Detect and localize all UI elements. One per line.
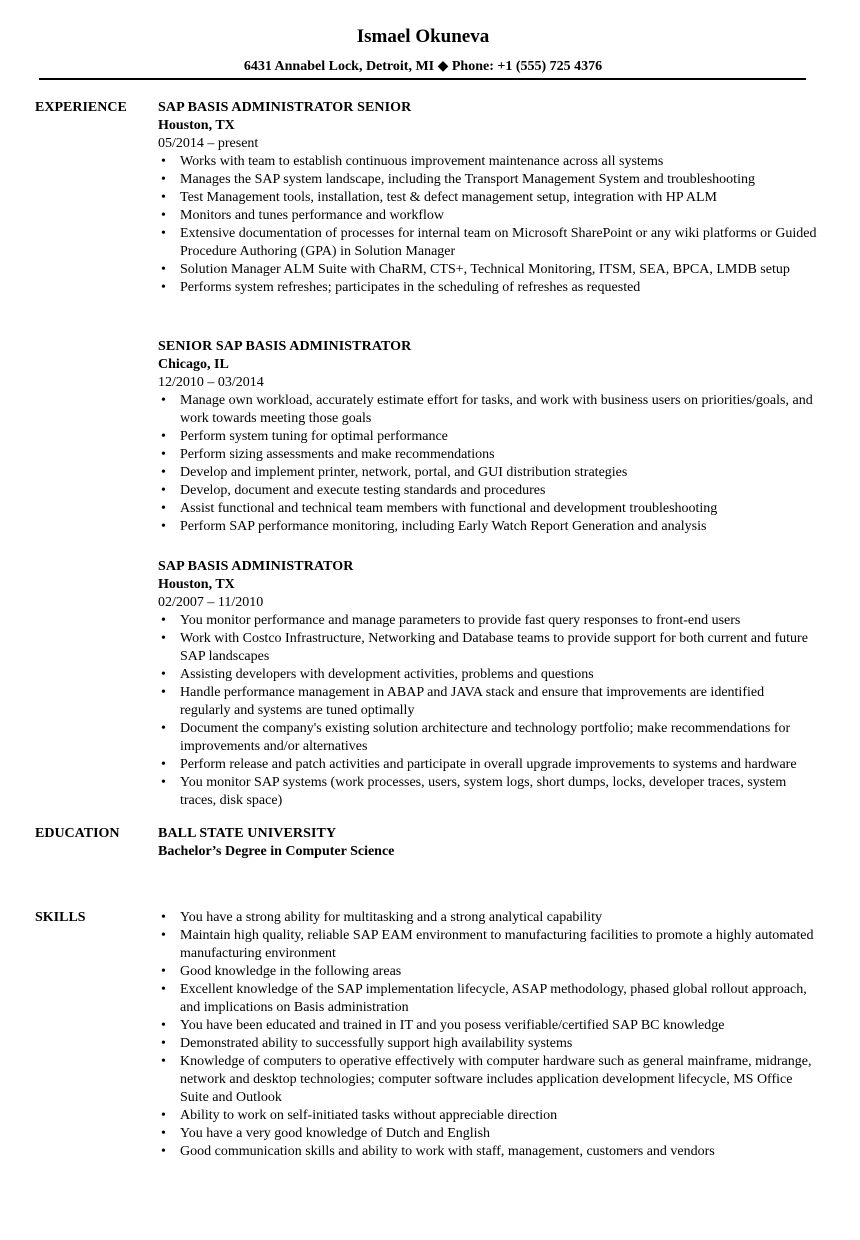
job-dates: 12/2010 – 03/2014 bbox=[158, 375, 264, 390]
education-section bbox=[158, 825, 818, 861]
job-location: Houston, TX bbox=[158, 118, 235, 133]
list-item: • Manage own workload, accurately estimate effort for tasks, and work with business users on priorities/goals, and work towards meeting those goals bbox=[158, 392, 818, 428]
list-item: • Handle performance management in ABAP and JAVA stack and ensure that improvements are identified regularly and systems are tuned optimally bbox=[158, 684, 818, 720]
job-entry bbox=[158, 558, 818, 810]
job-dates: 02/2007 – 11/2010 bbox=[158, 595, 264, 610]
job-location: Chicago, IL bbox=[158, 357, 229, 372]
list-item: • Develop, document and execute testing standards and procedures bbox=[158, 482, 818, 500]
job-bullets bbox=[158, 392, 818, 536]
contact-line: 6431 Annabel Lock, Detroit, MI ◆ Phone: +1 (555) 725 4376 bbox=[243, 59, 603, 74]
skills-label: SKILLS bbox=[35, 910, 86, 925]
list-item: • Maintain high quality, reliable SAP EAM environment to manufacturing facilities to promote a highly automated manufacturing environment bbox=[158, 927, 818, 963]
list-item: • You have been educated and trained in IT and you posess verifiable/certified SAP BC knowledge bbox=[158, 1017, 818, 1035]
header-divider bbox=[39, 78, 806, 80]
job-location: Houston, TX bbox=[158, 577, 235, 592]
list-item: • Good knowledge in the following areas bbox=[158, 963, 818, 981]
list-item: • Assisting developers with development activities, problems and questions bbox=[158, 666, 818, 684]
list-item: • Perform SAP performance monitoring, including Early Watch Report Generation and analysis bbox=[158, 518, 818, 536]
list-item: • You have a strong ability for multitasking and a strong analytical capability bbox=[158, 909, 818, 927]
list-item: • Manages the SAP system landscape, including the Transport Management System and troubleshooting bbox=[158, 171, 818, 189]
list-item: • Demonstrated ability to successfully support high availability systems bbox=[158, 1035, 818, 1053]
list-item: • Ability to work on self-initiated tasks without appreciable direction bbox=[158, 1107, 818, 1125]
experience-section bbox=[158, 99, 818, 297]
list-item: • Works with team to establish continuous improvement maintenance across all systems bbox=[158, 153, 818, 171]
list-item: • You monitor performance and manage parameters to provide fast query responses to front-end users bbox=[158, 612, 818, 630]
experience-label: EXPERIENCE bbox=[35, 100, 127, 115]
job-bullets bbox=[158, 612, 818, 810]
list-item: • Perform sizing assessments and make recommendations bbox=[158, 446, 818, 464]
degree: Bachelor’s Degree in Computer Science bbox=[158, 844, 395, 859]
list-item: • You have a very good knowledge of Dutch and English bbox=[158, 1125, 818, 1143]
list-item: • Work with Costco Infrastructure, Networking and Database teams to provide support for both current and future SAP landscapes bbox=[158, 630, 818, 666]
job-entry bbox=[158, 99, 818, 297]
experience-section-2 bbox=[158, 338, 818, 536]
skills-section bbox=[158, 909, 818, 1161]
list-item: • Knowledge of computers to operative effectively with computer hardware such as general mainframe, midrange, network and desktop technologies; computer software includes application development lifecycle, MS Office Suite and Outlook bbox=[158, 1053, 818, 1107]
skills-list bbox=[158, 909, 818, 1161]
list-item: • Test Management tools, installation, test & defect management setup, integration with HP ALM bbox=[158, 189, 818, 207]
list-item: • Excellent knowledge of the SAP implementation lifecycle, ASAP methodology, phased global rollout approach, and implications on Basis administration bbox=[158, 981, 818, 1017]
experience-section-3 bbox=[158, 558, 818, 810]
candidate-name: Ismael Okuneva bbox=[356, 26, 490, 47]
job-bullets bbox=[158, 153, 818, 297]
list-item: • Extensive documentation of processes for internal team on Microsoft SharePoint or any wiki platforms or Guided Procedure Authoring (GPA) in Solution Manager bbox=[158, 225, 818, 261]
list-item: • You monitor SAP systems (work processes, users, system logs, short dumps, locks, developer traces, system traces, disk space) bbox=[158, 774, 818, 810]
list-item: • Perform release and patch activities and participate in overall upgrade improvements to systems and hardware bbox=[158, 756, 818, 774]
school-name: BALL STATE UNIVERSITY bbox=[158, 826, 337, 841]
list-item: • Solution Manager ALM Suite with ChaRM, CTS+, Technical Monitoring, ITSM, SEA, BPCA, LMDB setup bbox=[158, 261, 818, 279]
list-item: • Monitors and tunes performance and workflow bbox=[158, 207, 818, 225]
job-title: SENIOR SAP BASIS ADMINISTRATOR bbox=[158, 339, 412, 354]
list-item: • Assist functional and technical team members with functional and development troubleshooting bbox=[158, 500, 818, 518]
job-title: SAP BASIS ADMINISTRATOR SENIOR bbox=[158, 100, 412, 115]
job-title: SAP BASIS ADMINISTRATOR bbox=[158, 559, 354, 574]
list-item: • Perform system tuning for optimal performance bbox=[158, 428, 818, 446]
list-item: • Performs system refreshes; participates in the scheduling of refreshes as requested bbox=[158, 279, 818, 297]
list-item: • Good communication skills and ability to work with staff, management, customers and vendors bbox=[158, 1143, 818, 1161]
education-label: EDUCATION bbox=[35, 826, 120, 841]
list-item: • Document the company's existing solution architecture and technology portfolio; make recommendations for improvements and/or alternatives bbox=[158, 720, 818, 756]
list-item: • Develop and implement printer, network, portal, and GUI distribution strategies bbox=[158, 464, 818, 482]
job-entry bbox=[158, 338, 818, 536]
job-dates: 05/2014 – present bbox=[158, 136, 259, 151]
